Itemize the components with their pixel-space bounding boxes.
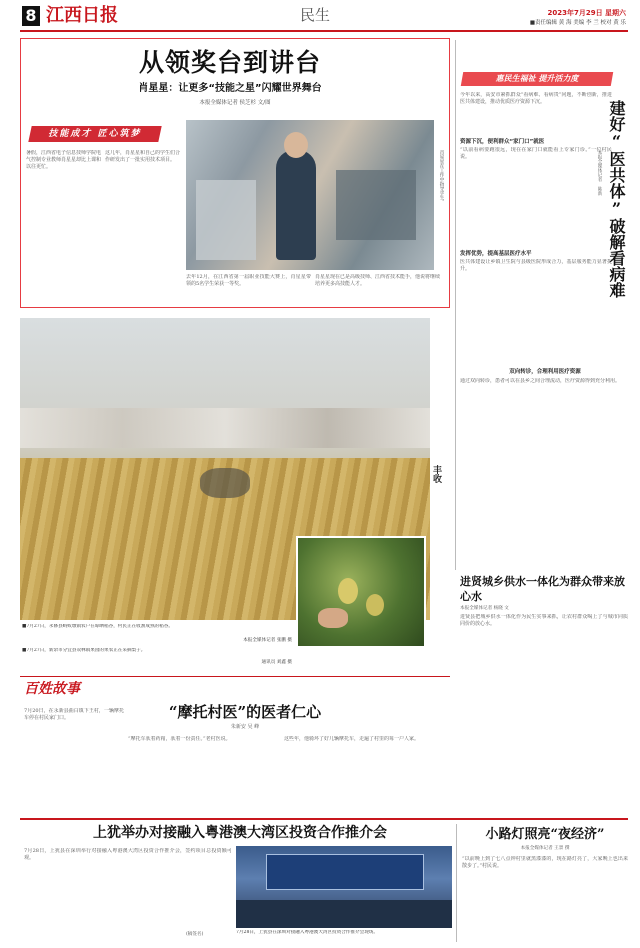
lead-banner-text: 技能成才 匠心筑梦: [48, 129, 142, 139]
section-name: 民生: [300, 6, 331, 24]
right-para-1: 今年以来，高安市紧抓群众“看病难、看病贵”问题，不断创新，推进医共体建设，推动优质医疗资源下沉。: [460, 92, 612, 106]
lead-subtitle: 肖星星：让更多“技能之星”闪耀世界舞台: [138, 83, 322, 94]
water-supply-text: 进贤县把城乡供水一体化作为民生实事来抓，让农村群众喝上了与城市同质同价的放心水。: [460, 614, 628, 628]
lead-byline: 本报全媒体记者 侯芝杉 文/图: [199, 100, 271, 106]
night-economy-text: “以前晚上到了七八点钟村里就黑漆漆的，现在路灯亮了，大家晚上也出来散步了。”村民说。: [462, 856, 628, 870]
lead-col-3: 去年12月，在江西省第一届职业技能大赛上，肖星星带领的5名学生荣获一等奖。: [186, 274, 311, 288]
right-column-divider: [455, 40, 456, 570]
lead-photo-caption: 肖星星在工作中指导学生。: [439, 150, 444, 204]
paper-name: 江西日报: [46, 5, 118, 26]
night-economy-title: 小路灯照亮“夜经济”: [485, 827, 605, 842]
bottom-band-photo: [236, 846, 452, 928]
bottom-col-2: “摩托车驮着药箱，驮着一份责任。”老村医说。: [128, 736, 231, 742]
lead-photo-head: [284, 132, 308, 158]
bottom-col-3: 这些年，他骑坏了好几辆摩托车，走遍了村里的每一户人家。: [284, 736, 420, 742]
harvest-caption-2-credit: 通讯员 刘鑫 摄: [261, 660, 292, 665]
masthead-rule: [20, 30, 628, 32]
bottom-byline: 朱新安 吴 峰: [230, 724, 260, 730]
right-subhead-2: 发挥优势，提高基层医疗水平: [460, 251, 532, 257]
bottom-band-photo-screen: [266, 854, 424, 890]
lead-photo: [186, 120, 434, 270]
mid-label: 丰收: [431, 465, 441, 483]
bottom-title: “摩托村医”的医者仁心: [168, 703, 322, 721]
pear-hand: [318, 608, 348, 628]
pear-fruit-2: [366, 594, 384, 616]
water-supply-title: 进贤城乡供水一体化为群众带来放心水: [460, 575, 625, 603]
right-column-header-text: 惠民生福祉 提升活力度: [495, 74, 579, 83]
lead-photo-panel: [196, 180, 256, 260]
masthead-editors: ■责任编辑 黄 海 美编 李 兰 校对 黄 乐: [529, 20, 626, 26]
masthead-date: 2023年7月29日 星期六: [547, 9, 626, 17]
right-para-3: 医共体建设让乡镇卫生院与县级医院形成合力，基层服务能力显著提升。: [460, 259, 612, 273]
water-supply-byline: 本报全媒体记者 杨晓 文: [460, 606, 509, 611]
harvest-caption-1-credit: 本报全媒体记者 张鹏 摄: [243, 638, 292, 643]
right-para-4: 通过双向转诊，患者可以在县乡之间合理流动，医疗资源得到充分利用。: [460, 378, 621, 384]
bottom-band-divider: [456, 824, 457, 942]
pear-fruit-1: [338, 578, 358, 604]
bottom-band-photo-stage: [236, 900, 452, 928]
bottom-band-title: 上犹举办对接融入粤港澳大湾区投资合作推介会: [93, 825, 387, 841]
harvest-caption-1: ■7月27日，永修县蚂蚁墩镇农户在晾晒稻谷，村民正在收割成熟的稻谷。: [22, 624, 173, 629]
bottom-col-1: 7月20日，在永新县曲白镇下王村，一辆摩托车停在村民家门口。: [24, 708, 124, 722]
right-subhead-3: 双向转诊，合理利用医疗资源: [509, 369, 581, 375]
bottom-band-editor-note: (稿签名): [186, 932, 204, 937]
right-subhead-1: 资源下沉，便利群众“家门口”就医: [460, 139, 545, 145]
right-vertical-byline: 本报全媒体记者 陈新: [597, 150, 602, 196]
lead-col-1: 暑假，江西省电子信息技师学院电气控制专业教师肖星星却比上课和以往更忙。: [26, 150, 101, 171]
harvest-photo-pears: [296, 536, 426, 648]
lead-col-4: 肖星星现在已是高级技师、江西省技术能手，他说将继续培养更多高技能人才。: [315, 274, 440, 288]
harvest-photo-people: [200, 468, 250, 498]
night-economy-byline: 本报全媒体记者 王景 撰: [520, 846, 570, 851]
lead-col-2: 这几年，肖星星和自己的学生们合作研发出了一批实用技术项目。: [105, 150, 180, 164]
right-vertical-title: 建好“医共体”破解看病难: [607, 100, 626, 298]
bottom-tag: 百姓故事: [24, 681, 80, 697]
harvest-photo-houses: [20, 408, 430, 448]
masthead: [0, 0, 640, 32]
lead-photo-person: [276, 150, 316, 260]
page-number: 8: [22, 6, 40, 26]
bottom-section-rule: [20, 676, 450, 677]
harvest-caption-2: ■7月27日，新余市分宜县双林镇果园的果农正在采摘梨子。: [22, 648, 146, 653]
bottom-band-rule: [20, 818, 628, 820]
bottom-band-text: 7月28日，上犹县在深圳举行对接融入粤港澳大湾区投资合作推介会，签约项目总投资额可观。: [24, 848, 232, 862]
lead-photo-equipment: [336, 170, 416, 240]
bottom-band-photo-caption: 7月28日，上犹县在深圳对接融入粤港澳大湾区投资合作推介会现场。: [236, 930, 378, 935]
right-para-2: “以前看病要跑很远，现在在家门口就能看上专家门诊。”一位村民说。: [460, 147, 612, 161]
lead-title: 从领奖台到讲台: [138, 48, 321, 77]
